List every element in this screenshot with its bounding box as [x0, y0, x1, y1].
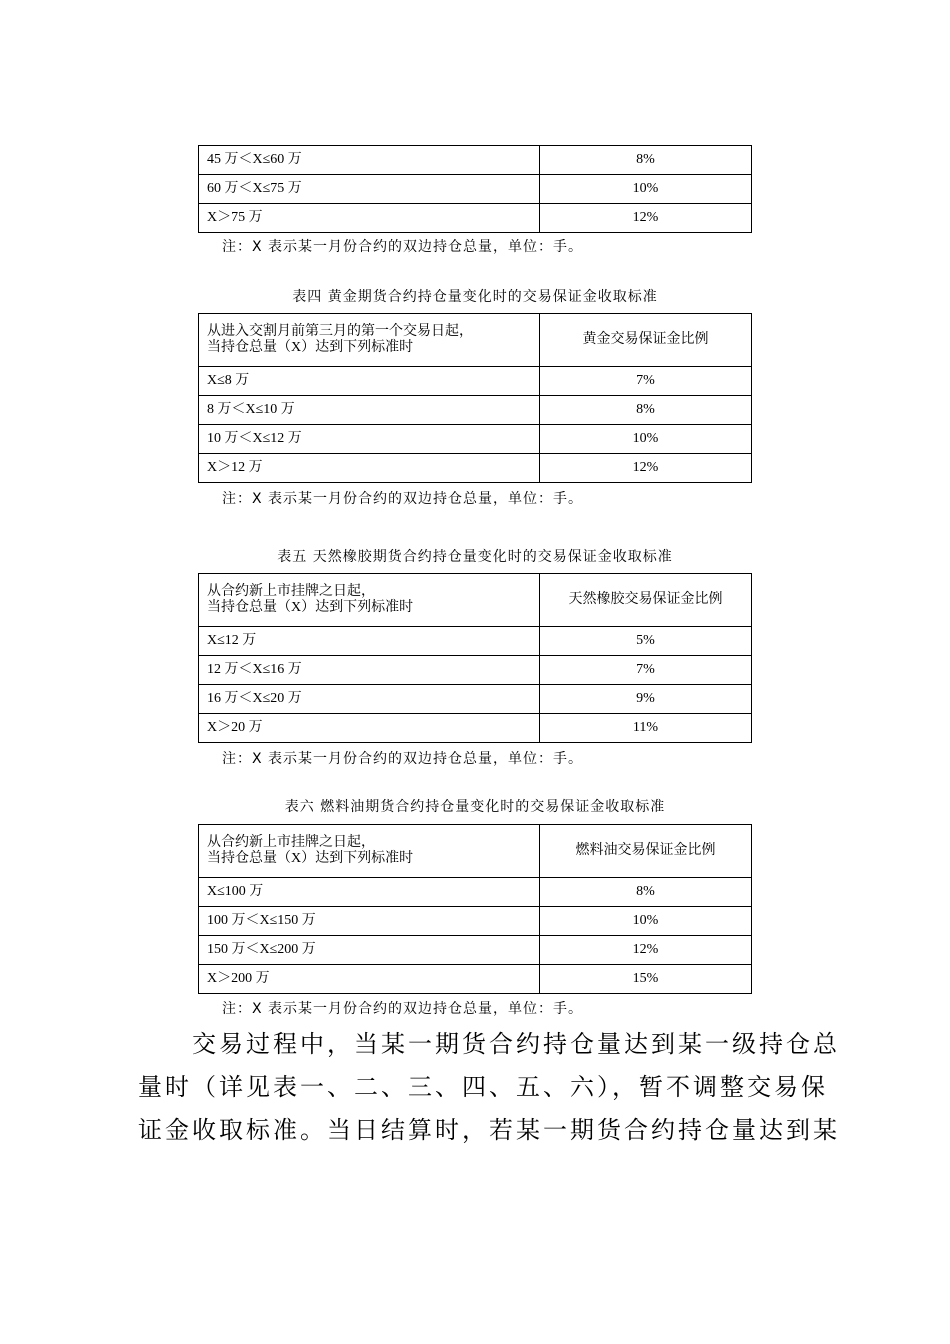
margin-rate-cell: 8%: [540, 396, 752, 425]
table-note: 注：X 表示某一月份合约的双边持仓总量，单位：手。: [222, 1001, 584, 1017]
body-paragraph: [138, 1023, 840, 1152]
paragraph-line: 证金收取标准。当日结算时，若某一期货合约持仓量达到某: [138, 1116, 840, 1144]
position-range-cell: X＞12 万: [199, 454, 540, 483]
margin-rate-cell: 8%: [540, 146, 752, 175]
margin-rate-cell: 9%: [540, 685, 752, 714]
margin-rate-cell: 15%: [540, 965, 752, 994]
table-row: [199, 714, 752, 743]
position-range-cell: X＞20 万: [199, 714, 540, 743]
position-range-cell: 60 万＜X≤75 万: [199, 175, 540, 204]
position-range-cell: X≤100 万: [199, 878, 540, 907]
margin-table-6: [198, 824, 752, 994]
margin-rate-cell: 10%: [540, 907, 752, 936]
table-header-row: [199, 825, 752, 878]
table-row: [199, 175, 752, 204]
margin-rate-cell: 12%: [540, 936, 752, 965]
table-caption: 表六 燃料油期货合约持仓量变化时的交易保证金收取标准: [284, 799, 666, 815]
position-range-cell: 16 万＜X≤20 万: [199, 685, 540, 714]
header-condition-cell: [199, 574, 540, 627]
table-row: [199, 965, 752, 994]
table-header-row: [199, 574, 752, 627]
margin-rate-cell: 12%: [540, 204, 752, 233]
table-row: [199, 204, 752, 233]
header-condition-text: 从进入交割月前第三月的第一个交易日起， 当持仓总量（X）达到下列标准时: [207, 324, 473, 355]
margin-rate-cell: 5%: [540, 627, 752, 656]
margin-table-4: [198, 313, 752, 483]
position-range-cell: X≤8 万: [199, 367, 540, 396]
margin-table-5: [198, 573, 752, 743]
header-rate-cell: 天然橡胶交易保证金比例: [540, 574, 752, 627]
table-row: [199, 425, 752, 454]
margin-rate-cell: 7%: [540, 367, 752, 396]
header-condition-text: 从合约新上市挂牌之日起， 当持仓总量（X）达到下列标准时: [207, 835, 414, 866]
table-row: [199, 396, 752, 425]
position-range-cell: 100 万＜X≤150 万: [199, 907, 540, 936]
margin-rate-cell: 12%: [540, 454, 752, 483]
position-range-cell: 150 万＜X≤200 万: [199, 936, 540, 965]
paragraph-line: 量时（详见表一、二、三、四、五、六），暂不调整交易保: [138, 1073, 828, 1101]
table-row: [199, 656, 752, 685]
table-caption: 表五 天然橡胶期货合约持仓量变化时的交易保证金收取标准: [277, 549, 673, 565]
margin-rate-cell: 7%: [540, 656, 752, 685]
margin-rate-cell: 10%: [540, 425, 752, 454]
table-row: [199, 146, 752, 175]
table-note: 注：X 表示某一月份合约的双边持仓总量，单位：手。: [222, 239, 584, 255]
header-rate-cell: 黄金交易保证金比例: [540, 314, 752, 367]
table-row: [199, 367, 752, 396]
table-row: [199, 907, 752, 936]
margin-rate-cell: 11%: [540, 714, 752, 743]
position-range-cell: 45 万＜X≤60 万: [199, 146, 540, 175]
table-row: [199, 936, 752, 965]
header-condition-cell: [199, 825, 540, 878]
margin-rate-cell: 10%: [540, 175, 752, 204]
position-range-cell: 12 万＜X≤16 万: [199, 656, 540, 685]
header-condition-text: 从合约新上市挂牌之日起， 当持仓总量（X）达到下列标准时: [207, 584, 414, 615]
table-note: 注：X 表示某一月份合约的双边持仓总量，单位：手。: [222, 491, 584, 507]
table-row: [199, 685, 752, 714]
paragraph-line: 交易过程中，当某一期货合约持仓量达到某一级持仓总: [138, 1030, 840, 1058]
position-range-cell: 8 万＜X≤10 万: [199, 396, 540, 425]
table-row: [199, 627, 752, 656]
header-condition-cell: [199, 314, 540, 367]
table-header-row: [199, 314, 752, 367]
position-range-cell: X＞200 万: [199, 965, 540, 994]
table-row: [199, 454, 752, 483]
margin-rate-cell: 8%: [540, 878, 752, 907]
header-rate-cell: 燃料油交易保证金比例: [540, 825, 752, 878]
margin-table-3-tail: [198, 145, 752, 233]
position-range-cell: X≤12 万: [199, 627, 540, 656]
position-range-cell: 10 万＜X≤12 万: [199, 425, 540, 454]
table-row: [199, 878, 752, 907]
position-range-cell: X＞75 万: [199, 204, 540, 233]
table-caption: 表四 黄金期货合约持仓量变化时的交易保证金收取标准: [292, 289, 658, 305]
table-note: 注：X 表示某一月份合约的双边持仓总量，单位：手。: [222, 751, 584, 767]
